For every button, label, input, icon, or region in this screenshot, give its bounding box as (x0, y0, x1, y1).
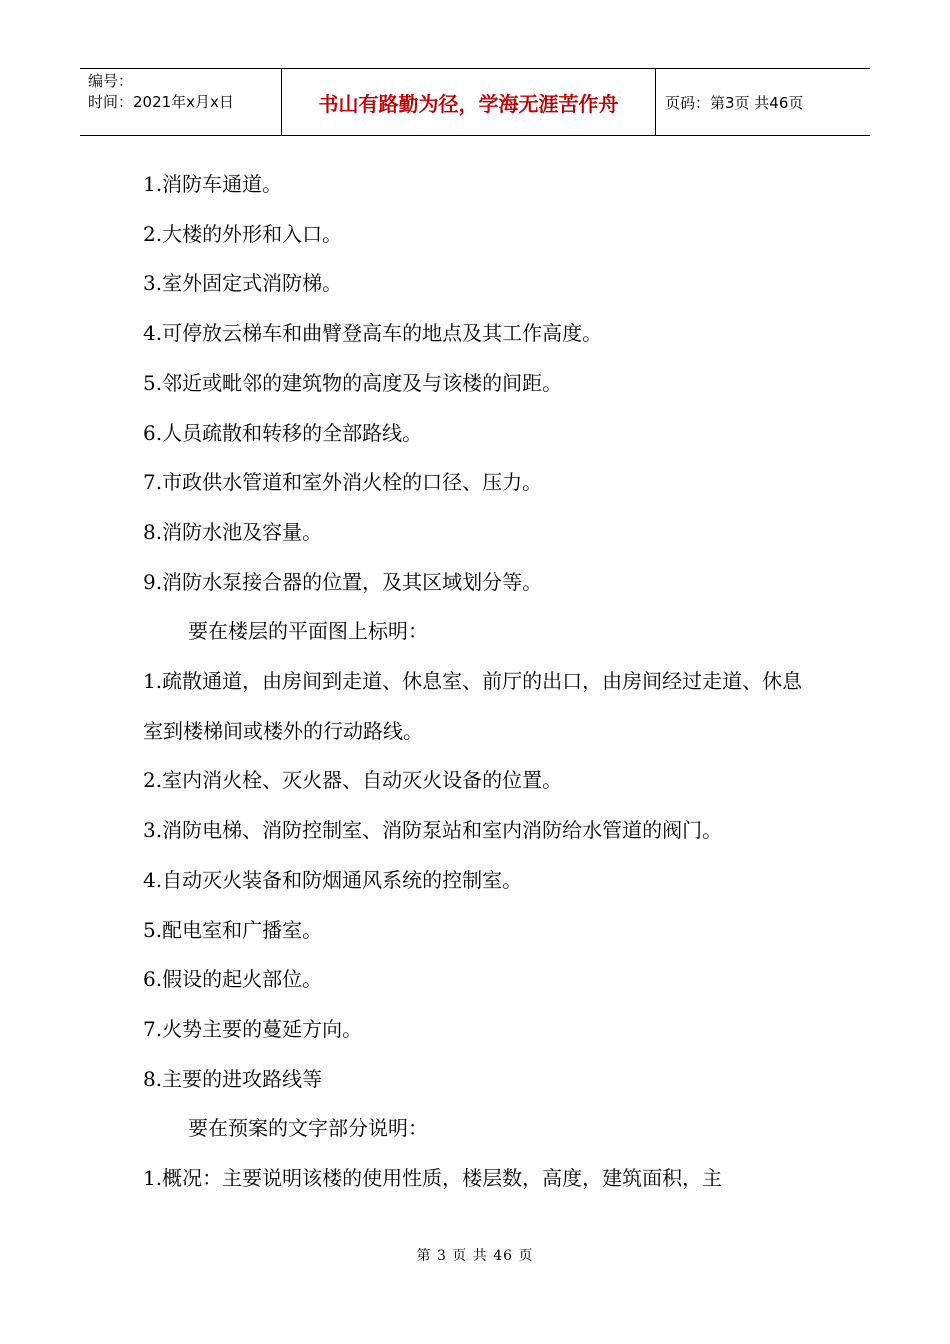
paragraph: 5.邻近或毗邻的建筑物的高度及与该楼的间距。 (143, 370, 563, 395)
header-page-info: 页码：第3页 共46页 (665, 93, 804, 112)
paragraph: 1.消防车通道。 (143, 172, 283, 196)
paragraph: 5.配电室和广播室。 (143, 917, 323, 942)
header-motto: 书山有路勤为径，学海无涯苦作舟 (282, 69, 656, 135)
paragraph: 1.疏散通道，由房间到走道、休息室、前厅的出口，由房间经过走道、休息室到楼梯间或楼外的行动路线。 (143, 669, 803, 743)
paragraph: 8.主要的进攻路线等 (143, 1066, 323, 1091)
document-body (143, 160, 823, 1204)
page-header (80, 68, 870, 136)
paragraph: 9.消防水泵接合器的位置，及其区域划分等。 (143, 569, 543, 594)
paragraph: 3.消防电梯、消防控制室、消防泵站和室内消防给水管道的阀门。 (143, 818, 723, 843)
number-label: 编号： (88, 72, 134, 90)
paragraph: 1.概况：主要说明该楼的使用性质，楼层数，高度，建筑面积，主 (143, 1166, 723, 1191)
time-label: 时间：2021年x月x日 (88, 93, 234, 111)
section-heading: 要在预案的文字部分说明： (188, 1116, 428, 1141)
paragraph: 7.市政供水管道和室外消火栓的口径、压力。 (143, 470, 543, 495)
paragraph: 4.可停放云梯车和曲臂登高车的地点及其工作高度。 (143, 321, 603, 346)
paragraph: 4.自动灭火装备和防烟通风系统的控制室。 (143, 867, 523, 892)
header-meta (80, 69, 282, 135)
paragraph: 3.室外固定式消防梯。 (143, 271, 343, 296)
paragraph: 8.消防水池及容量。 (143, 519, 323, 544)
paragraph: 6.人员疏散和转移的全部路线。 (143, 420, 423, 445)
paragraph: 2.大楼的外形和入口。 (143, 221, 343, 246)
paragraph: 2.室内消火栓、灭火器、自动灭火设备的位置。 (143, 768, 563, 793)
paragraph: 7.火势主要的蔓延方向。 (143, 1016, 363, 1041)
section-heading: 要在楼层的平面图上标明： (188, 619, 428, 644)
page-footer: 第 3 页 共 46 页 (416, 1248, 534, 1264)
paragraph: 6.假设的起火部位。 (143, 967, 323, 992)
